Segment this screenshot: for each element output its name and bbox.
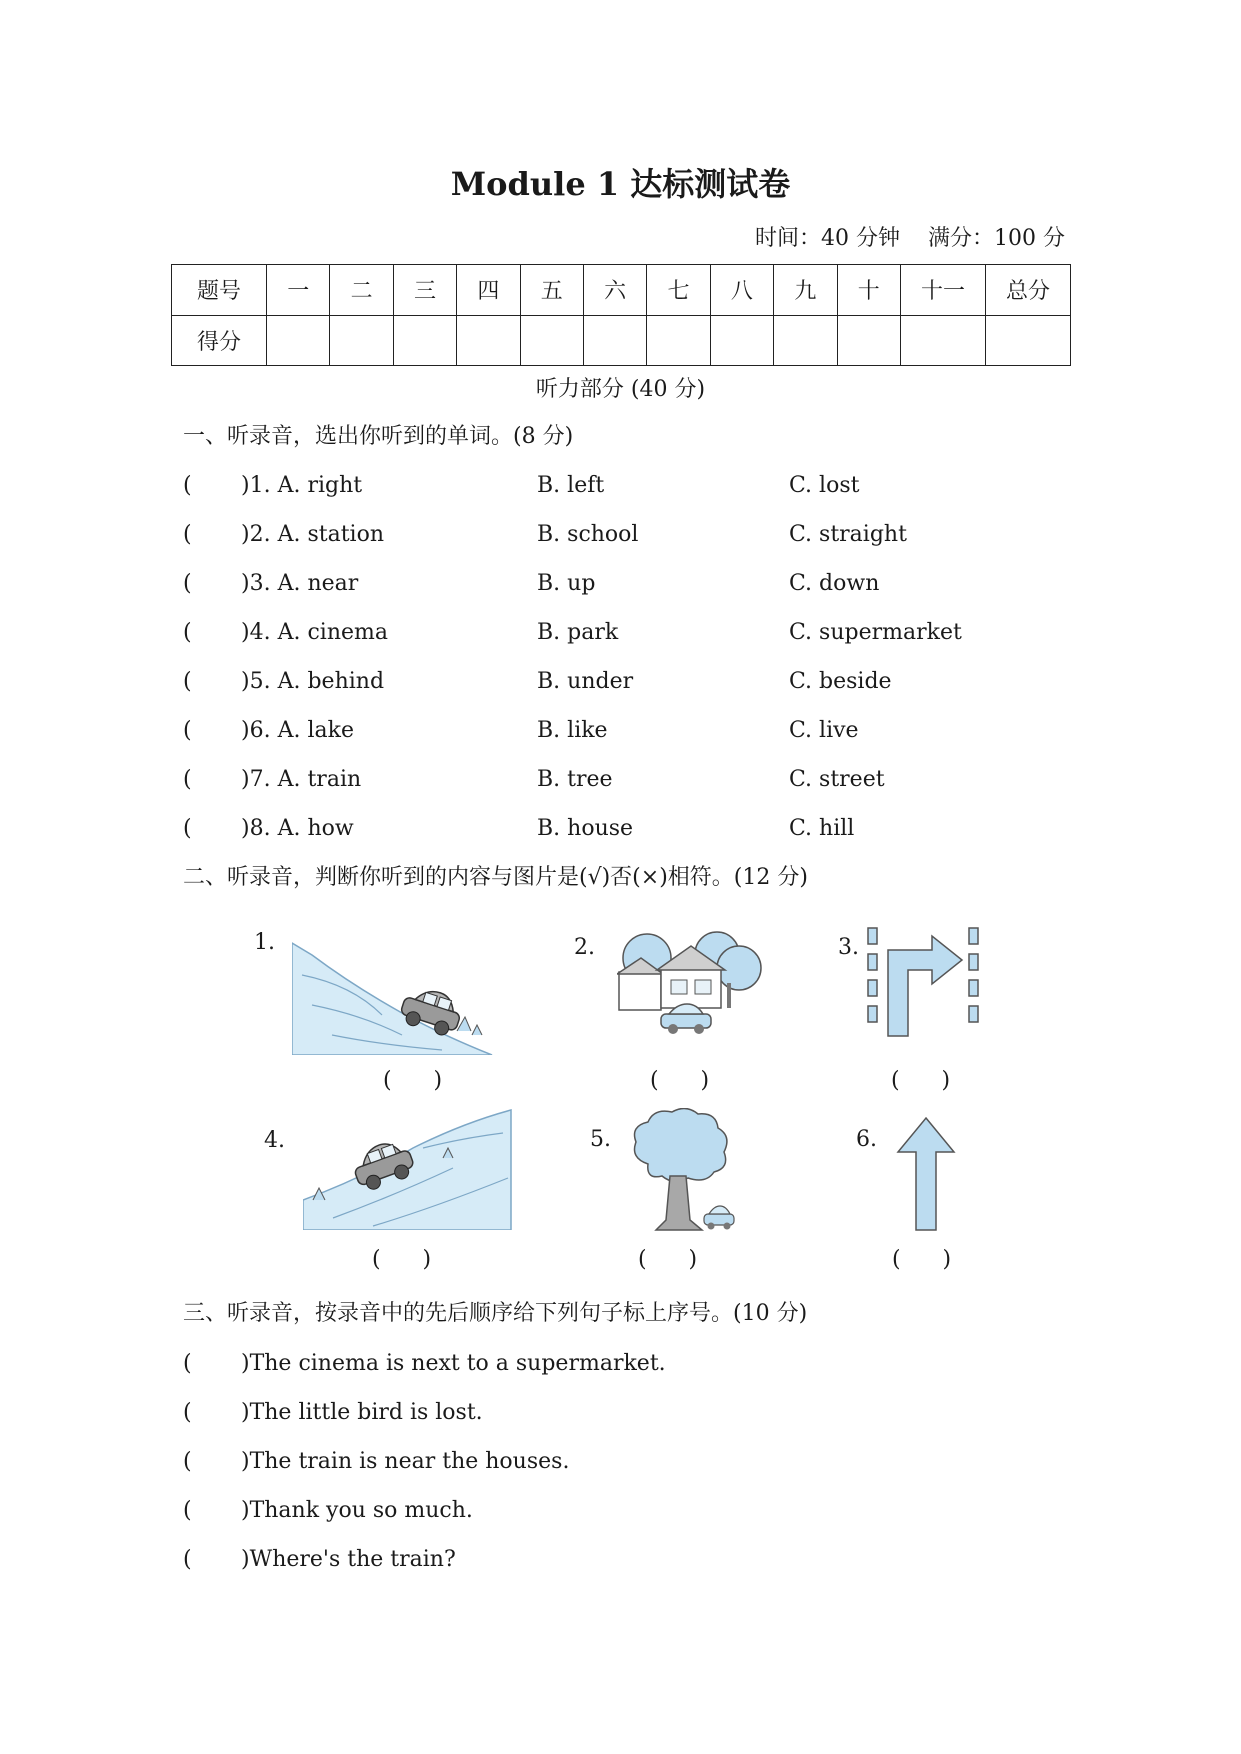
- score-blank[interactable]: [837, 315, 900, 366]
- option-b: B. under: [537, 669, 634, 694]
- option-c: C. straight: [789, 522, 907, 547]
- sentence-row: [183, 1494, 1083, 1528]
- question-number: )8. A. how: [241, 816, 354, 841]
- picture-number: 3.: [838, 935, 859, 960]
- score-blank[interactable]: [901, 315, 986, 366]
- page-title: Module 1 达标测试卷: [450, 165, 791, 203]
- answer-paren[interactable]: (: [183, 669, 192, 694]
- question-number: )5. A. behind: [241, 669, 385, 694]
- section3-heading: 三、听录音，按录音中的先后顺序给下列句子标上序号。(10 分): [183, 1301, 808, 1326]
- answer-blank[interactable]: ( ): [638, 1247, 698, 1272]
- question-row: [183, 567, 1083, 601]
- question-row: [183, 518, 1083, 552]
- answer-paren[interactable]: (: [183, 816, 192, 841]
- car-downhill-icon: [292, 935, 502, 1055]
- score-blank[interactable]: [520, 315, 583, 366]
- option-c: C. lost: [789, 473, 860, 498]
- score-cell: 七: [647, 265, 710, 316]
- section2-heading: 二、听录音，判断你听到的内容与图片是(√)否(×)相符。(12 分): [183, 865, 808, 890]
- picture-number: 2.: [574, 935, 595, 960]
- score-blank[interactable]: [583, 315, 646, 366]
- score-cell: 二: [330, 265, 393, 316]
- score-cell: 总分: [986, 265, 1071, 316]
- question-row: [183, 714, 1083, 748]
- option-c: C. live: [789, 718, 859, 743]
- option-b: B. school: [537, 522, 639, 547]
- answer-paren[interactable]: (: [183, 767, 192, 792]
- score-table-score-row: [172, 315, 1071, 366]
- score-table-header-row: [172, 265, 1071, 316]
- answer-blank[interactable]: ( ): [892, 1247, 952, 1272]
- score-cell: 五: [520, 265, 583, 316]
- option-b: B. left: [537, 473, 605, 498]
- score-cell: 八: [710, 265, 773, 316]
- option-c: C. beside: [789, 669, 892, 694]
- answer-paren[interactable]: (: [183, 1400, 192, 1425]
- score-blank[interactable]: [647, 315, 710, 366]
- sentence-text: )The cinema is next to a supermarket.: [241, 1351, 666, 1376]
- answer-blank[interactable]: ( ): [383, 1068, 443, 1093]
- answer-paren[interactable]: (: [183, 571, 192, 596]
- answer-paren[interactable]: (: [183, 1449, 192, 1474]
- picture-number: 6.: [856, 1127, 877, 1152]
- straight-arrow-icon: [894, 1116, 958, 1232]
- option-c: C. supermarket: [789, 620, 962, 645]
- question-number: )6. A. lake: [241, 718, 354, 743]
- score-blank[interactable]: [986, 315, 1071, 366]
- question-row: [183, 665, 1083, 699]
- question-row: [183, 763, 1083, 797]
- score-blank[interactable]: [710, 315, 773, 366]
- answer-paren[interactable]: (: [183, 620, 192, 645]
- house-with-car-icon: [617, 928, 767, 1036]
- score-blank[interactable]: [393, 315, 456, 366]
- answer-paren[interactable]: (: [183, 473, 192, 498]
- exam-meta: 时间：40 分钟 满分：100 分: [755, 226, 1065, 251]
- option-c: C. down: [789, 571, 880, 596]
- question-number: )2. A. station: [241, 522, 385, 547]
- question-row: [183, 812, 1083, 846]
- sentence-row: [183, 1445, 1083, 1479]
- turn-right-arrow-icon: [866, 924, 982, 1040]
- score-cell: 四: [457, 265, 520, 316]
- tree-with-car-icon: [628, 1108, 738, 1234]
- answer-paren[interactable]: (: [183, 1547, 192, 1572]
- sentence-row: [183, 1396, 1083, 1430]
- picture-number: 4.: [264, 1128, 285, 1153]
- score-cell: 题号: [172, 265, 267, 316]
- answer-blank[interactable]: ( ): [650, 1068, 710, 1093]
- score-cell: 六: [583, 265, 646, 316]
- answer-paren[interactable]: (: [183, 522, 192, 547]
- option-b: B. like: [537, 718, 608, 743]
- score-cell: 一: [267, 265, 330, 316]
- score-blank[interactable]: [457, 315, 520, 366]
- sentence-text: )Thank you so much.: [241, 1498, 473, 1523]
- section1-heading: 一、听录音，选出你听到的单词。(8 分): [183, 424, 574, 449]
- option-c: C. hill: [789, 816, 855, 841]
- answer-paren[interactable]: (: [183, 1351, 192, 1376]
- score-cell: 十: [837, 265, 900, 316]
- score-blank[interactable]: [330, 315, 393, 366]
- score-row-label: 得分: [172, 315, 267, 366]
- sentence-text: )The little bird is lost.: [241, 1400, 483, 1425]
- sentence-row: [183, 1543, 1083, 1577]
- score-table: [171, 264, 1071, 366]
- option-b: B. tree: [537, 767, 613, 792]
- answer-blank[interactable]: ( ): [891, 1068, 951, 1093]
- score-cell: 三: [393, 265, 456, 316]
- score-blank[interactable]: [774, 315, 837, 366]
- picture-number: 1.: [254, 930, 275, 955]
- question-number: )7. A. train: [241, 767, 362, 792]
- answer-paren[interactable]: (: [183, 718, 192, 743]
- score-cell: 十一: [901, 265, 986, 316]
- score-cell: 九: [774, 265, 837, 316]
- option-b: B. house: [537, 816, 634, 841]
- picture-number: 5.: [590, 1127, 611, 1152]
- answer-blank[interactable]: ( ): [372, 1247, 432, 1272]
- listening-part-label: 听力部分 (40 分): [535, 377, 706, 402]
- option-c: C. street: [789, 767, 885, 792]
- sentence-row: [183, 1347, 1083, 1381]
- question-number: )1. A. right: [241, 473, 363, 498]
- option-b: B. up: [537, 571, 596, 596]
- question-number: )4. A. cinema: [241, 620, 388, 645]
- answer-paren[interactable]: (: [183, 1498, 192, 1523]
- option-b: B. park: [537, 620, 619, 645]
- question-number: )3. A. near: [241, 571, 359, 596]
- sentence-text: )Where's the train?: [241, 1547, 456, 1572]
- question-row: [183, 616, 1083, 650]
- car-uphill-icon: [303, 1108, 513, 1230]
- score-blank[interactable]: [267, 315, 330, 366]
- question-row: [183, 469, 1083, 503]
- sentence-text: )The train is near the houses.: [241, 1449, 570, 1474]
